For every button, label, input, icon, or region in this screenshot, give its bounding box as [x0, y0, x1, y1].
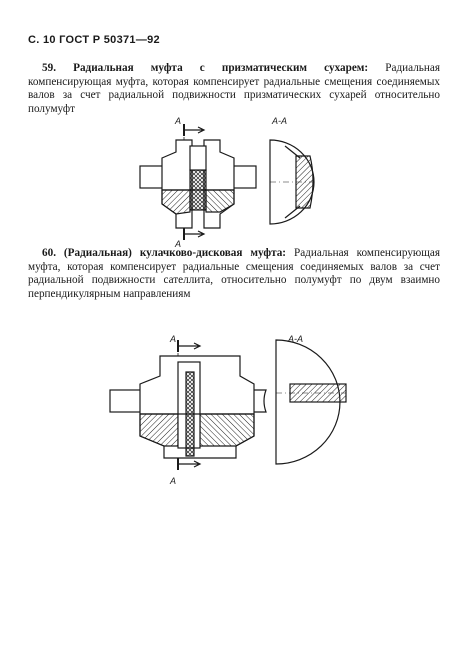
fig59-cut-label-top: A [175, 116, 182, 126]
term-60-body: Радиальная компенсирующая муфта, которая компенсирует радиальные смещения соединяемых валов за счет радиальной подвижности сателлита, относительно полумуфт по двум взаимно перпендикулярным направлениям [28, 247, 440, 300]
fig60-section-label: А-А [288, 334, 304, 344]
page-header: С. 10 ГОСТ Р 50371—92 [28, 34, 160, 46]
fig60-cut-label-bottom: A [170, 476, 177, 486]
fig60-cut-label-top: A [170, 334, 177, 344]
figure-59-coupling [140, 124, 314, 240]
term-59-title: 59. Радиальная муфта с призматическим сухарем: [42, 62, 369, 74]
fig59-section-label: А-А [272, 116, 288, 126]
fig59-cut-label-bottom: A [175, 239, 182, 249]
figure-60-coupling [110, 340, 346, 470]
term-60-title: 60. (Радиальная) кулачково-дисковая муфта: [42, 247, 287, 259]
term-59-body: Радиальная компенсирующая муфта, которая компенсирует радиальные смещения соединяемых валов за счет радиальной подвижности призматических сухарей относительно полумуфт [28, 62, 440, 115]
